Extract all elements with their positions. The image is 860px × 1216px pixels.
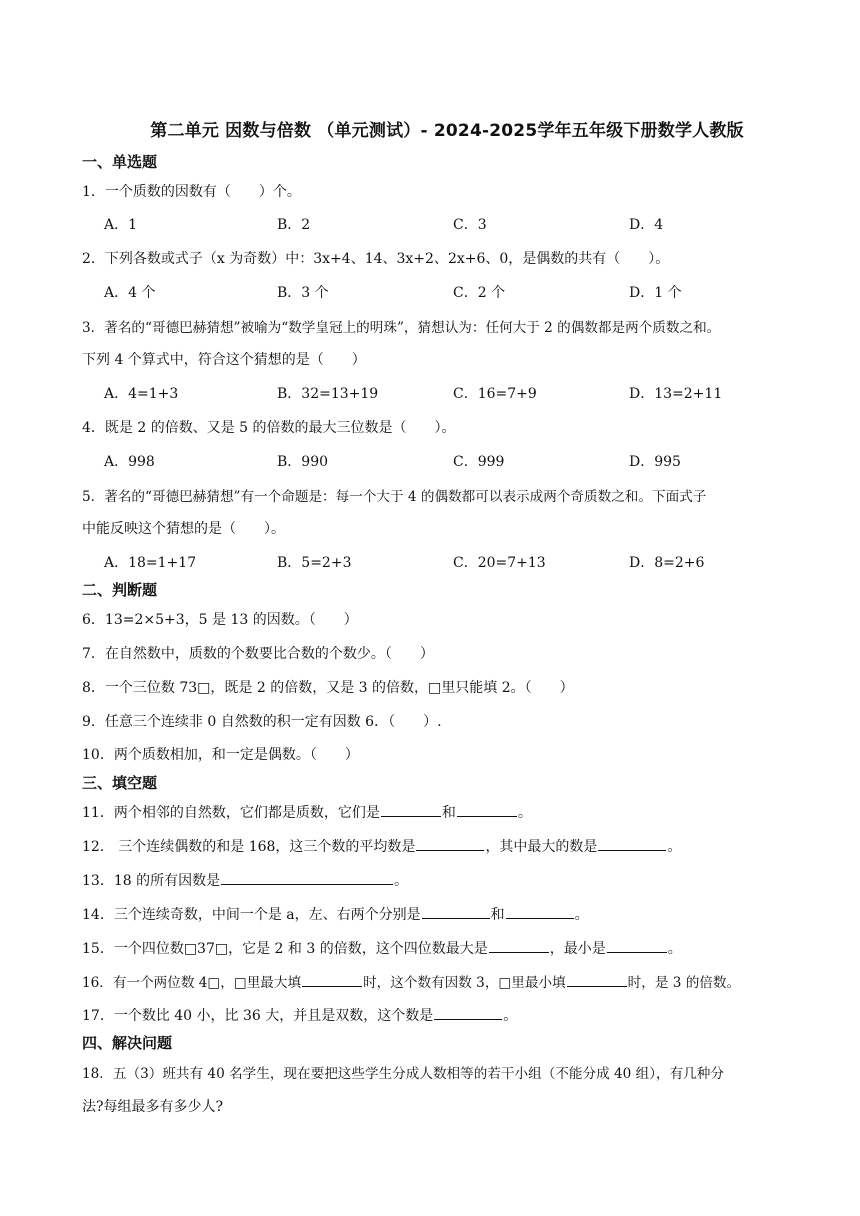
answer-blank[interactable]	[221, 870, 393, 885]
q11-text-1: 11．两个相邻的自然数，它们都是质数，它们是	[82, 805, 380, 821]
answer-blank[interactable]	[598, 836, 666, 851]
q1-option-c: C．3	[453, 217, 487, 233]
q2-option-a: A．4 个	[104, 285, 156, 301]
question-4: 4．既是 2 的倍数、又是 5 的倍数的最大三位数是（ ）。	[82, 420, 456, 436]
q17-text-1: 17．一个数比 40 小，比 36 大，并且是双数，这个数是	[82, 1008, 434, 1024]
q3-option-a: A．4=1+3	[104, 386, 179, 402]
question-9: 9．任意三个连续非 0 自然数的积一定有因数 6．（ ）.	[82, 714, 442, 730]
question-2: 2．下列各数或式子（x 为奇数）中：3x+4、14、3x+2、2x+6、0，是偶数的共有（ ）。	[82, 251, 670, 267]
question-11	[82, 802, 532, 822]
q14-text-2: 和	[490, 907, 505, 923]
question-18-line-2: 法?每组最多有多少人?	[82, 1099, 224, 1115]
question-8: 8．一个三位数 73□，既是 2 的倍数，又是 3 的倍数，□里只能填 2。（ ）	[82, 680, 574, 696]
q14-text-1: 14．三个连续奇数，中间一个是 a，左、右两个分别是	[82, 907, 421, 923]
question-13	[82, 870, 408, 890]
q15-text-2: ，最小是	[549, 941, 606, 957]
q2-option-b: B．3 个	[277, 285, 329, 301]
question-10: 10．两个质数相加，和一定是偶数。（ ）	[82, 747, 359, 763]
q15-text-3: 。	[667, 941, 682, 957]
q2-option-c: C．2 个	[453, 285, 506, 301]
q12-text-3: 。	[667, 839, 682, 855]
q12-text-2: ，其中最大的数是	[485, 839, 598, 855]
answer-blank[interactable]	[302, 972, 362, 987]
section-heading-fill-blank: 三、填空题	[82, 774, 158, 792]
answer-blank[interactable]	[607, 938, 667, 953]
question-1: 1．一个质数的因数有（ ）个。	[82, 184, 301, 200]
answer-blank[interactable]	[381, 802, 441, 817]
q3-option-d: D．13=2+11	[629, 386, 723, 402]
q16-text-3: 时，是 3 的倍数。	[627, 975, 741, 991]
q16-text-1: 16．有一个两位数 4□，□里最大填	[82, 975, 302, 991]
question-16	[82, 971, 740, 991]
section-heading-problem-solving: 四、解决问题	[82, 1034, 173, 1052]
q1-option-d: D．4	[629, 217, 664, 233]
q5-option-d: D．8=2+6	[629, 555, 705, 571]
q2-option-d: D．1 个	[629, 285, 682, 301]
answer-blank[interactable]	[567, 972, 627, 987]
q13-text-1: 13．18 的所有因数是	[82, 873, 221, 889]
question-3-line-1: 3．著名的“哥德巴赫猜想”被喻为“数学皇冠上的明珠”，猜想认为：任何大于 2 的偶数都是两个质数之和。	[82, 320, 721, 336]
answer-blank[interactable]	[434, 1005, 502, 1020]
answer-blank[interactable]	[457, 802, 517, 817]
question-5-line-2: 中能反映这个猜想的是（ ）。	[82, 521, 285, 537]
question-17	[82, 1005, 517, 1025]
question-18-line-1: 18．五（3）班共有 40 名学生，现在要把这些学生分成人数相等的若干小组（不能分成 40 组），有几种分	[82, 1066, 724, 1082]
q16-text-2: 时，这个数有因数 3，□里最小填	[363, 975, 566, 991]
q1-option-a: A．1	[104, 217, 138, 233]
answer-blank[interactable]	[422, 904, 490, 919]
answer-blank[interactable]	[506, 904, 574, 919]
q17-text-2: 。	[503, 1008, 518, 1024]
answer-blank[interactable]	[416, 836, 484, 851]
q15-text-1: 15．一个四位数□37□，它是 2 和 3 的倍数，这个四位数最大是	[82, 941, 488, 957]
q5-option-b: B．5=2+3	[277, 555, 352, 571]
section-heading-single-choice: 一、单选题	[82, 153, 158, 171]
q5-option-a: A．18=1+17	[104, 555, 197, 571]
q3-option-c: C．16=7+9	[453, 386, 537, 402]
q1-option-b: B．2	[277, 217, 311, 233]
section-heading-true-false: 二、判断题	[82, 581, 158, 599]
question-5-line-1: 5．著名的“哥德巴赫猜想”有一个命题是：每一个大于 4 的偶数都可以表示成两个奇质数之和。下面式子	[82, 489, 707, 505]
question-12	[82, 836, 681, 856]
page-title: 第二单元 因数与倍数 （单元测试）- 2024-2025学年五年级下册数学人教版	[150, 121, 744, 141]
q4-option-b: B．990	[277, 454, 329, 470]
question-6: 6．13=2×5+3，5 是 13 的因数。（ ）	[82, 612, 358, 628]
question-7: 7．在自然数中，质数的个数要比合数的个数少。（ ）	[82, 646, 434, 662]
q4-option-c: C．999	[453, 454, 505, 470]
q4-option-d: D．995	[629, 454, 681, 470]
question-3-line-2: 下列 4 个算式中，符合这个猜想的是（ ）	[82, 352, 366, 368]
q5-option-c: C．20=7+13	[453, 555, 546, 571]
answer-blank[interactable]	[489, 938, 549, 953]
question-15	[82, 938, 682, 958]
q3-option-b: B．32=13+19	[277, 386, 379, 402]
q11-text-2: 和	[441, 805, 456, 821]
question-14	[82, 904, 589, 924]
q14-text-3: 。	[574, 907, 589, 923]
q12-text-1: 12． 三个连续偶数的和是 168，这三个数的平均数是	[82, 839, 416, 855]
q13-text-2: 。	[394, 873, 409, 889]
q4-option-a: A．998	[104, 454, 155, 470]
q11-text-3: 。	[517, 805, 532, 821]
